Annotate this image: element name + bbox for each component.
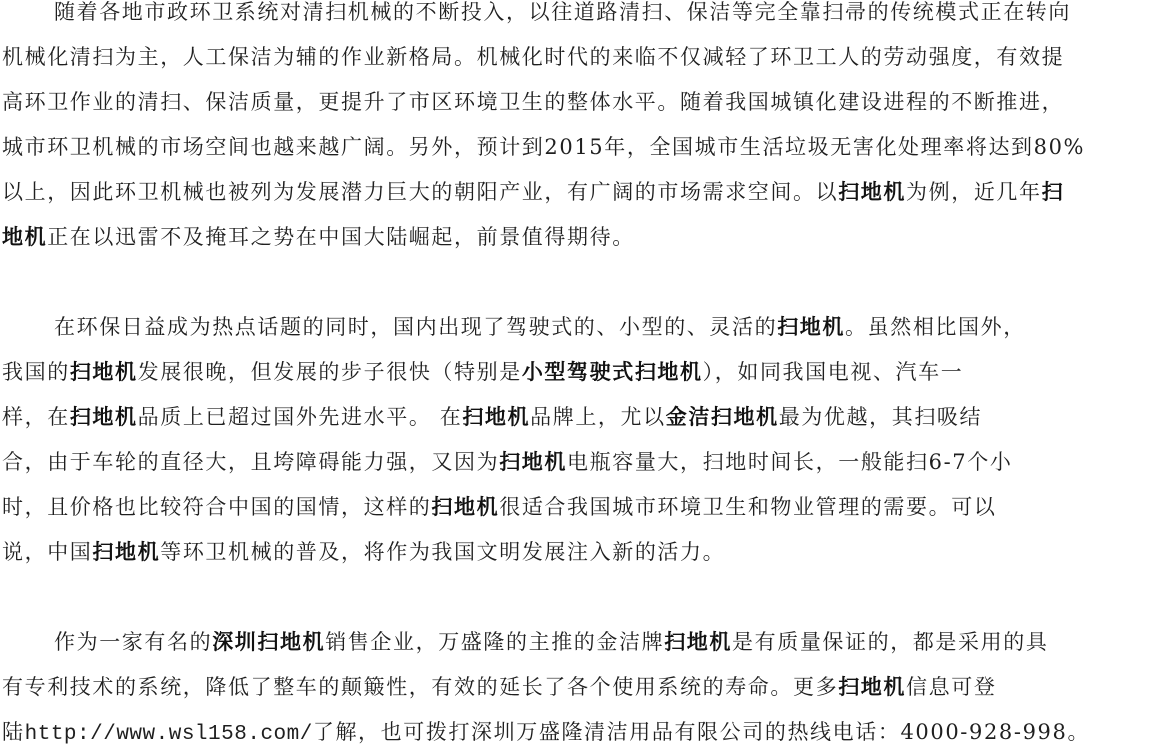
keyword-highlight: 金洁扫地机 xyxy=(665,405,779,429)
text-run: 合，由于车轮的直径大，且垮障碍能力强，又因为 xyxy=(2,450,500,474)
keyword-highlight: 扫地机 xyxy=(664,630,733,654)
keyword-highlight: 扫地机 xyxy=(499,450,568,474)
text-run: 我国的 xyxy=(2,360,70,384)
text-run: 高环卫作业的清扫、保洁质量，更提升了市区环境卫生的整体水平。随着我国城镇化建设进程的不断推进， xyxy=(2,90,1065,114)
paragraph-1-line-5 xyxy=(2,177,1064,207)
paragraph-1-line-3 xyxy=(2,87,1064,117)
text-run: 城市环卫机械的市场空间也越来越广阔。另外，预计到2015年，全国城市生活垃圾无害化处理率将达到80% xyxy=(2,135,1086,159)
paragraph-1-line-1 xyxy=(54,0,1071,27)
text-run: ），如同我国电视、汽车一 xyxy=(702,360,964,384)
text-run: 说，中国 xyxy=(2,540,93,564)
text-run: 有专利技术的系统，降低了整车的颠簸性，有效的延长了各个使用系统的寿命。更多 xyxy=(2,675,839,699)
text-run: 在环保日益成为热点话题的同时，国内出现了驾驶式的、小型的、灵活的 xyxy=(54,315,778,339)
keyword-highlight: 扫 xyxy=(1041,180,1065,204)
keyword-highlight: 地机 xyxy=(2,225,48,249)
keyword-highlight: 扫地机 xyxy=(431,495,500,519)
paragraph-2-line-3 xyxy=(2,402,982,432)
text-run: 等环卫机械的普及，将作为我国文明发展注入新的活力。 xyxy=(160,540,726,564)
paragraph-1-line-4 xyxy=(2,132,1085,162)
paragraph-2-line-6 xyxy=(2,537,725,567)
text-run: 很适合我国城市环境卫生和物业管理的需要。可以 xyxy=(499,495,997,519)
text-run: 。虽然相比国外， xyxy=(845,315,1026,339)
text-run: 时，且价格也比较符合中国的国情，这样的 xyxy=(2,495,432,519)
keyword-highlight: 深圳扫地机 xyxy=(212,630,326,654)
keyword-highlight: 扫地机 xyxy=(92,540,161,564)
keyword-highlight: 扫地机 xyxy=(777,315,846,339)
text-run: 样，在 xyxy=(2,405,70,429)
paragraph-1-line-6 xyxy=(2,222,635,252)
paragraph-3-line-3 xyxy=(2,717,1090,750)
text-run: 销售企业，万盛隆的主推的金洁牌 xyxy=(325,630,665,654)
paragraph-1-line-2 xyxy=(2,42,1064,72)
paragraph-2-line-5 xyxy=(2,492,996,522)
text-run: 正在以迅雷不及掩耳之势在中国大陆崛起，前景值得期待。 xyxy=(47,225,635,249)
keyword-highlight: 扫地机 xyxy=(838,180,907,204)
keyword-highlight: 扫地机 xyxy=(838,675,907,699)
keyword-highlight: 扫地机 xyxy=(69,405,138,429)
text-run: 作为一家有名的 xyxy=(54,630,213,654)
text-run: 随着各地市政环卫系统对清扫机械的不断投入，以往道路清扫、保洁等完全靠扫帚的传统模式正在转向 xyxy=(54,0,1071,24)
paragraph-2-line-2 xyxy=(2,357,963,387)
paragraph-2-line-4 xyxy=(2,447,1012,477)
text-run: 为例，近几年 xyxy=(906,180,1042,204)
text-run: 以上，因此环卫机械也被列为发展潜力巨大的朝阳产业，有广阔的市场需求空间。以 xyxy=(2,180,839,204)
text-run: 最为优越，其扫吸结 xyxy=(778,405,983,429)
text-run: 发展很晚，但发展的步子很快（特别是 xyxy=(137,360,522,384)
keyword-highlight: 扫地机 xyxy=(69,360,138,384)
text-run: 了解，也可拨打深圳万盛隆清洁用品有限公司的热线电话：4000-928-998。 xyxy=(312,720,1091,744)
text-run: 陆 xyxy=(2,720,25,744)
keyword-highlight: 扫地机 xyxy=(462,405,531,429)
paragraph-2-line-1 xyxy=(54,312,1026,342)
paragraph-3-line-1 xyxy=(54,627,1048,657)
text-run: 是有质量保证的，都是采用的具 xyxy=(732,630,1049,654)
website-url: http://www.wsl158.com/ xyxy=(24,723,313,746)
paragraph-3-line-2 xyxy=(2,672,996,702)
keyword-highlight: 小型驾驶式扫地机 xyxy=(521,360,703,384)
text-run: 机械化清扫为主，人工保洁为辅的作业新格局。机械化时代的来临不仅减轻了环卫工人的劳动强度，有效提 xyxy=(2,45,1065,69)
text-run: 信息可登 xyxy=(906,675,997,699)
text-run: 电瓶容量大，扫地时间长，一般能扫6-7个小 xyxy=(567,450,1013,474)
text-run: 品牌上，尤以 xyxy=(530,405,666,429)
text-run: 品质上已超过国外先进水平。 在 xyxy=(137,405,463,429)
